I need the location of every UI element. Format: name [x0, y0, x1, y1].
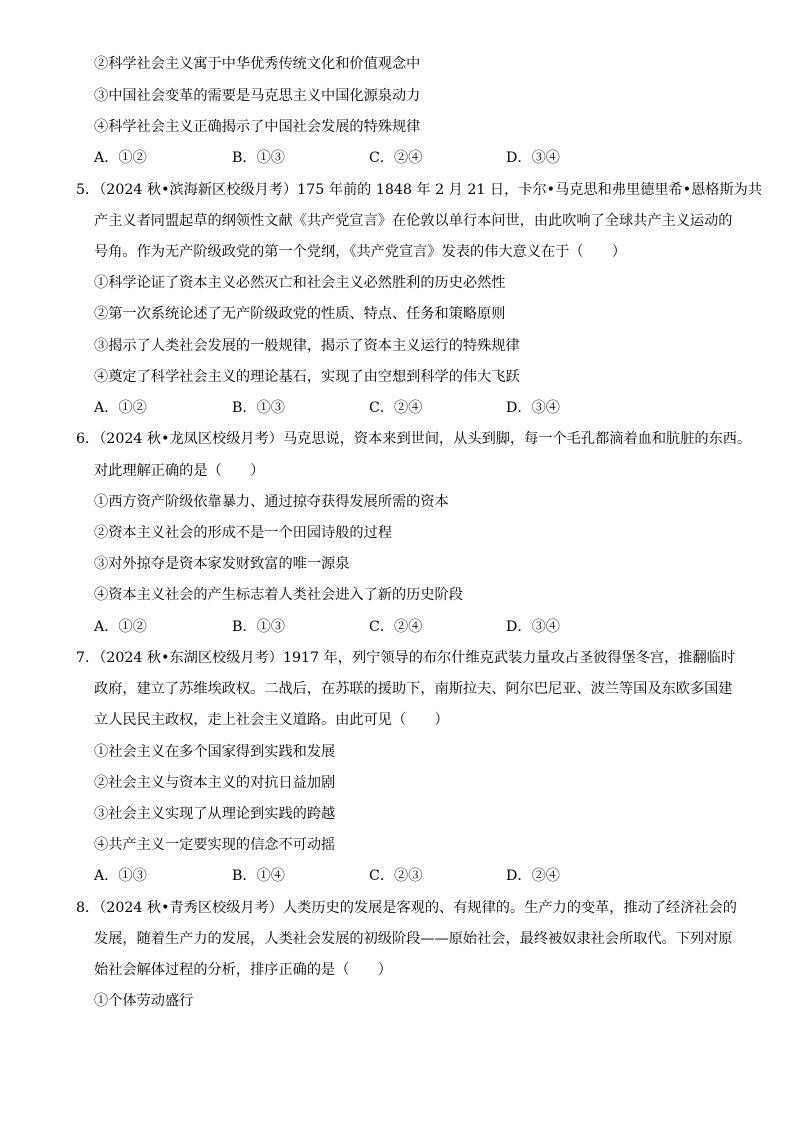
q4-option-2: ②科学社会主义寓于中华优秀传统文化和价值观念中 — [94, 56, 421, 72]
q7-option-2: ②社会主义与资本主义的对抗日益加剧 — [94, 775, 336, 791]
q5-option-2: ②第一次系统论述了无产阶级政党的性质、特点、任务和策略原则 — [94, 306, 506, 322]
choice-d: D．②④ — [506, 868, 560, 884]
choice-a: A．①② — [94, 619, 147, 635]
q7-stem-line-1: 7．（2024 秋•东湖区校级月考）1917 年，列宁领导的布尔什维克武装力量攻占圣彼得堡冬宫，推翻临时 — [76, 650, 736, 666]
q6-stem-line-2: 对此理解正确的是（ ） — [94, 463, 265, 479]
choice-b: B．①④ — [232, 868, 285, 884]
choice-d: D．③④ — [506, 619, 560, 635]
q5-option-3: ③揭示了人类社会发展的一般规律，揭示了资本主义运行的特殊规律 — [94, 338, 520, 354]
q7-answer-choices — [94, 866, 694, 886]
q6-option-2: ②资本主义社会的形成不是一个田园诗般的过程 — [94, 525, 392, 541]
q5-answer-choices — [94, 398, 694, 418]
choice-c: C．②④ — [369, 150, 423, 166]
q6-stem-line-1: 6．（2024 秋•龙凤区校级月考）马克思说，资本来到世间，从头到脚，每一个毛孔都滴着血和肮脏的东西。 — [76, 431, 752, 447]
choice-c: C．②③ — [369, 868, 423, 884]
choice-d: D．③④ — [506, 150, 560, 166]
q4-answer-choices — [94, 148, 694, 168]
q8-stem-line-1: 8．（2024 秋•青秀区校级月考）人类历史的发展是客观的、有规律的。生产力的变革，推动了经济社会的 — [76, 900, 737, 916]
choice-a: A．①③ — [94, 868, 147, 884]
choice-a: A．①② — [94, 400, 147, 416]
q7-stem-line-3: 立人民民主政权，走上社会主义道路。由此可见（ ） — [94, 712, 449, 728]
q6-option-4: ④资本主义社会的产生标志着人类社会进入了新的历史阶段 — [94, 587, 463, 603]
choice-a: A．①② — [94, 150, 147, 166]
q7-stem-line-2: 政府，建立了苏维埃政权。二战后，在苏联的援助下，南斯拉夫、阿尔巴尼亚、波兰等国及东欧多国建 — [94, 681, 733, 697]
q5-option-1: ①科学论证了资本主义必然灭亡和社会主义必然胜利的历史必然性 — [94, 275, 506, 291]
q7-option-3: ③社会主义实现了从理论到实践的跨越 — [94, 806, 336, 822]
q6-option-3: ③对外掠夺是资本家发财致富的唯一源泉 — [94, 556, 350, 572]
q7-option-4: ④共产主义一定要实现的信念不可动摇 — [94, 837, 336, 853]
choice-d: D．③④ — [506, 400, 560, 416]
q4-option-3: ③中国社会变革的需要是马克思主义中国化源泉动力 — [94, 88, 421, 104]
q5-option-4: ④奠定了科学社会主义的理论基石，实现了由空想到科学的伟大飞跃 — [94, 369, 520, 385]
q8-stem-line-2: 发展，随着生产力的发展，人类社会发展的初级阶段——原始社会，最终被奴隶社会所取代。下列对原 — [94, 931, 733, 947]
q5-stem-line-3: 号角。作为无产阶级政党的第一个党纲，《共产党宣言》发表的伟大意义在于（ ） — [94, 244, 627, 260]
q7-option-1: ①社会主义在多个国家得到实践和发展 — [94, 744, 336, 760]
q5-stem-line-2: 产主义者同盟起草的纲领性文献《共产党宣言》在伦敦以单行本问世，由此吹响了全球共产主义运动的 — [94, 213, 733, 229]
choice-c: C．②④ — [369, 400, 423, 416]
choice-b: B．①③ — [232, 400, 285, 416]
q6-option-1: ①西方资产阶级依靠暴力、通过掠夺获得发展所需的资本 — [94, 494, 449, 510]
choice-b: B．①③ — [232, 619, 285, 635]
choice-b: B．①③ — [232, 150, 285, 166]
choice-c: C．②④ — [369, 619, 423, 635]
q5-stem-line-1: 5．（2024 秋•滨海新区校级月考）175 年前的 1848 年 2 月 21 日，卡尔•马克思和弗里德里希•恩格斯为共 — [76, 182, 763, 198]
q4-option-4: ④科学社会主义正确揭示了中国社会发展的特殊规律 — [94, 119, 421, 135]
q6-answer-choices — [94, 617, 694, 637]
q8-stem-line-3: 始社会解体过程的分析，排序正确的是（ ） — [94, 962, 392, 978]
q8-option-1: ①个体劳动盛行 — [94, 993, 194, 1009]
